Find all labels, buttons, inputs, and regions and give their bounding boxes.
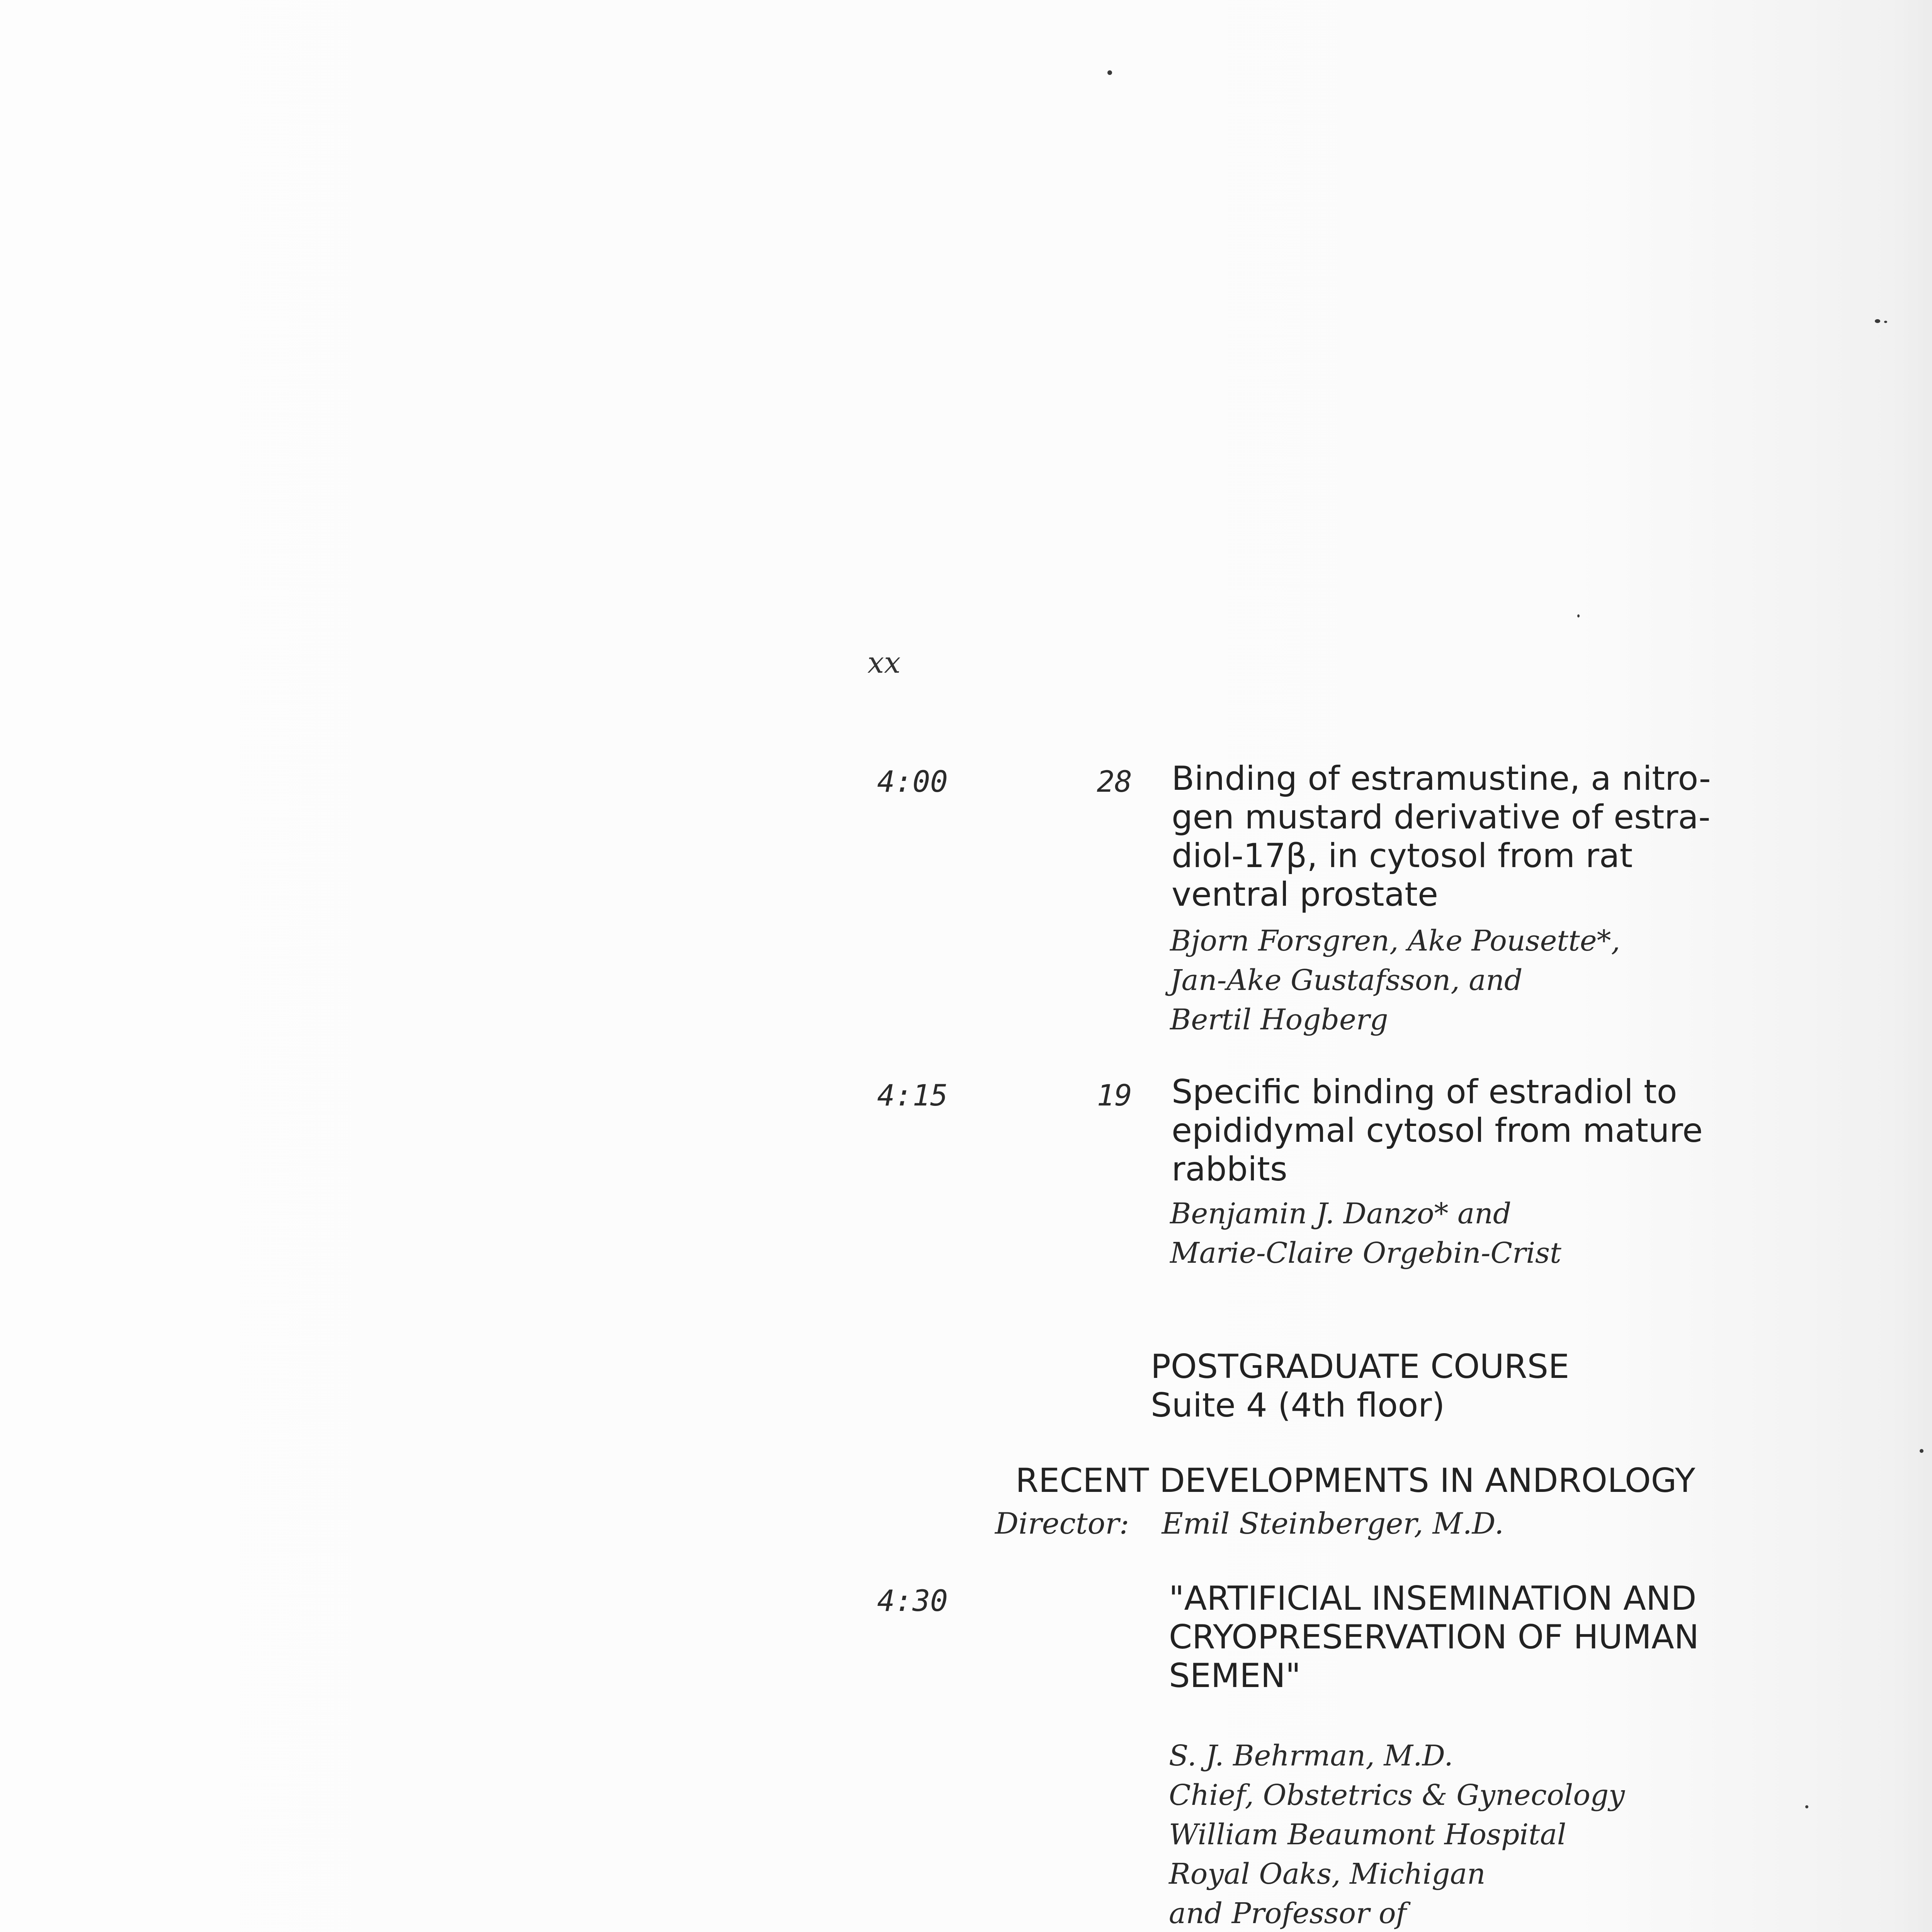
speaker-line: and Professor of: [1169, 1897, 1406, 1930]
postgraduate-heading-block: [1151, 1347, 1569, 1425]
postgraduate-location: Suite 4 (4th floor): [1151, 1386, 1445, 1425]
title-line: rabbits: [1172, 1150, 1287, 1189]
abstract-authors: [1170, 1194, 1561, 1273]
abstract-title: [1172, 1073, 1703, 1189]
author-line: Bjorn Forsgren, Ake Pousette*,: [1170, 924, 1621, 957]
abstract-authors: [1170, 921, 1620, 1039]
author-line: Benjamin J. Danzo* and: [1170, 1197, 1512, 1230]
scan-speck: [1577, 614, 1580, 617]
title-line: SEMEN": [1169, 1656, 1301, 1695]
scan-speck: [1884, 321, 1887, 323]
author-line: Jan-Ake Gustafsson, and: [1170, 964, 1523, 997]
speaker-line: Chief, Obstetrics & Gynecology: [1169, 1779, 1625, 1812]
author-line: Marie-Claire Orgebin-Crist: [1170, 1236, 1561, 1270]
title-line: Binding of estramustine, a nitro-: [1172, 759, 1711, 798]
course-title: [1015, 1461, 1695, 1500]
director-label: Director:: [995, 1506, 1129, 1541]
title-line: gen mustard derivative of estra-: [1172, 798, 1711, 837]
title-line: epididymal cytosol from mature: [1172, 1111, 1703, 1150]
postgraduate-heading: POSTGRADUATE COURSE: [1151, 1347, 1570, 1386]
title-line: CRYOPRESERVATION OF HUMAN: [1169, 1618, 1699, 1656]
scan-speck: [1920, 1449, 1923, 1453]
speaker-line: William Beaumont Hospital: [1169, 1818, 1566, 1851]
page-number: xx: [867, 645, 901, 680]
director-name: Emil Steinberger, M.D.: [1162, 1506, 1504, 1541]
scan-speck: [1107, 70, 1112, 75]
session-time: 4:00: [877, 764, 948, 799]
author-line: Bertil Hogberg: [1170, 1003, 1388, 1036]
lecture-time: 4:30: [877, 1583, 948, 1618]
title-line: "ARTIFICIAL INSEMINATION AND: [1169, 1579, 1697, 1618]
session-time: 4:15: [877, 1078, 948, 1112]
scan-speck: [1805, 1805, 1808, 1808]
lecture-speaker: [1169, 1736, 1625, 1932]
course-director: [995, 1506, 1504, 1541]
speaker-line: Royal Oaks, Michigan: [1169, 1857, 1486, 1891]
title-line: diol-17β, in cytosol from rat: [1172, 837, 1633, 875]
abstract-title: [1172, 759, 1711, 914]
speaker-line: S. J. Behrman, M.D.: [1169, 1739, 1453, 1772]
lecture-title: [1169, 1579, 1699, 1695]
title-line: ventral prostate: [1172, 875, 1438, 914]
abstract-number: 19: [1097, 1078, 1132, 1112]
abstract-number: 28: [1097, 764, 1132, 799]
title-line: Specific binding of estradiol to: [1172, 1073, 1677, 1111]
course-title-text: RECENT DEVELOPMENTS IN ANDROLOGY: [1015, 1461, 1696, 1500]
scan-speck: [1875, 319, 1880, 323]
